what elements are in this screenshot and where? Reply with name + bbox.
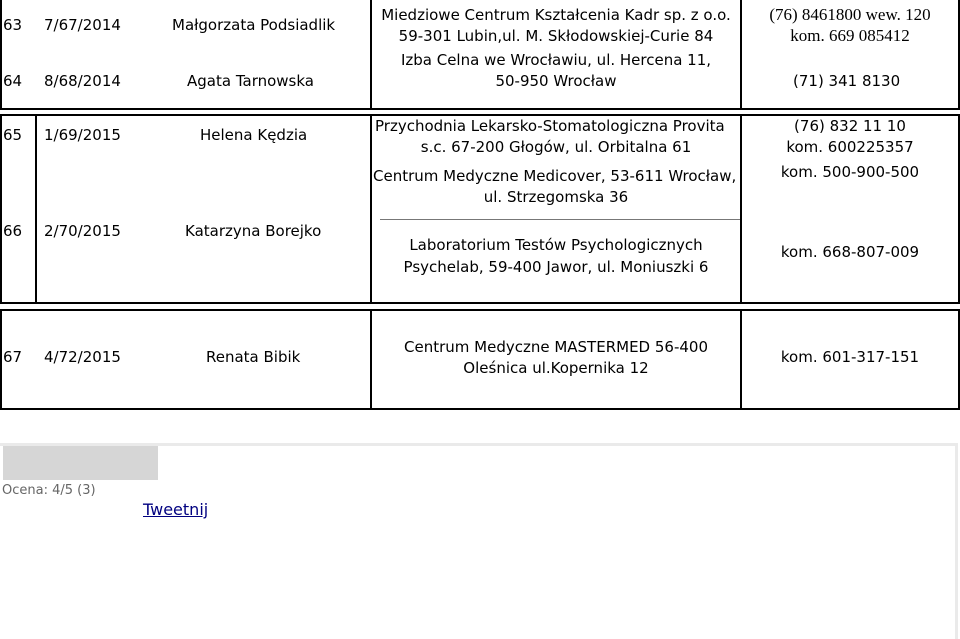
row-65-phone-line3: kom. 500-900-500: [780, 163, 920, 181]
row-65-phone-line2: kom. 600225357: [786, 138, 914, 156]
tweet-link[interactable]: Tweetnij: [143, 500, 209, 519]
row-63-name: Małgorzata Podsiadlik: [172, 16, 336, 34]
row-66-registration: 2/70/2015: [44, 222, 121, 240]
table-border-top-64: [0, 108, 960, 110]
row-64-number: 64: [3, 72, 23, 90]
row-63-registration: 7/67/2014: [44, 16, 121, 34]
col-divider: [0, 0, 2, 110]
row-67-address-line1: Centrum Medyczne MASTERMED 56-400: [404, 338, 708, 356]
row-64-registration: 8/68/2014: [44, 72, 121, 90]
table-border-bottom-67: [0, 408, 960, 410]
row-67-name: Renata Bibik: [206, 348, 301, 366]
col-divider: [0, 309, 2, 410]
row-65-address2-line1: Centrum Medyczne Medicover, 53-611 Wrocław,: [373, 167, 737, 185]
row-65-phone-line1: (76) 832 11 10: [794, 117, 906, 135]
row-65-number: 65: [3, 126, 23, 144]
table-border-top-67: [0, 309, 960, 311]
row-63-number: 63: [3, 16, 23, 34]
row-64-phone: (71) 341 8130: [793, 72, 901, 90]
row-64-name: Agata Tarnowska: [187, 72, 314, 90]
table-border-bottom-66: [0, 302, 960, 304]
row-64-address-line2: 50-950 Wrocław: [495, 72, 617, 90]
row-65-address2-line2: ul. Strzegomska 36: [483, 188, 629, 206]
row-67-number: 67: [3, 348, 23, 366]
col-divider: [0, 114, 2, 304]
col-divider: [35, 114, 37, 304]
row-66-address-line2: Psychelab, 59-400 Jawor, ul. Moniuszki 6: [403, 258, 709, 276]
row-65-name: Helena Kędzia: [200, 126, 308, 144]
row-66-address-line1: Laboratorium Testów Psychologicznych: [409, 236, 703, 254]
address-separator: [380, 219, 740, 220]
row-65-address1-line2: s.c. 67-200 Głogów, ul. Orbitalna 61: [420, 138, 692, 156]
row-66-phone: kom. 668-807-009: [780, 243, 920, 261]
row-63-phone-line2: kom. 669 085412: [790, 26, 910, 45]
row-66-name: Katarzyna Borejko: [185, 222, 322, 240]
row-67-registration: 4/72/2015: [44, 348, 121, 366]
rating-widget[interactable]: [3, 446, 158, 480]
row-65-address1-line1: Przychodnia Lekarsko-Stomatologiczna Provita: [375, 117, 725, 135]
row-63-phone-line1: (76) 8461800 wew. 120: [769, 5, 931, 24]
row-64-address-line1: Izba Celna we Wrocławiu, ul. Hercena 11,: [400, 51, 712, 69]
row-66-number: 66: [3, 222, 23, 240]
row-63-address-line1: Miedziowe Centrum Kształcenia Kadr sp. z o.o.: [381, 6, 731, 24]
rating-text: Ocena: 4/5 (3): [2, 483, 96, 498]
row-67-address-line2: Oleśnica ul.Kopernika 12: [463, 359, 649, 377]
row-65-registration: 1/69/2015: [44, 126, 121, 144]
row-67-phone: kom. 601-317-151: [780, 348, 920, 366]
row-63-address-line2: 59-301 Lubin,ul. M. Skłodowskiej-Curie 84: [398, 27, 714, 45]
